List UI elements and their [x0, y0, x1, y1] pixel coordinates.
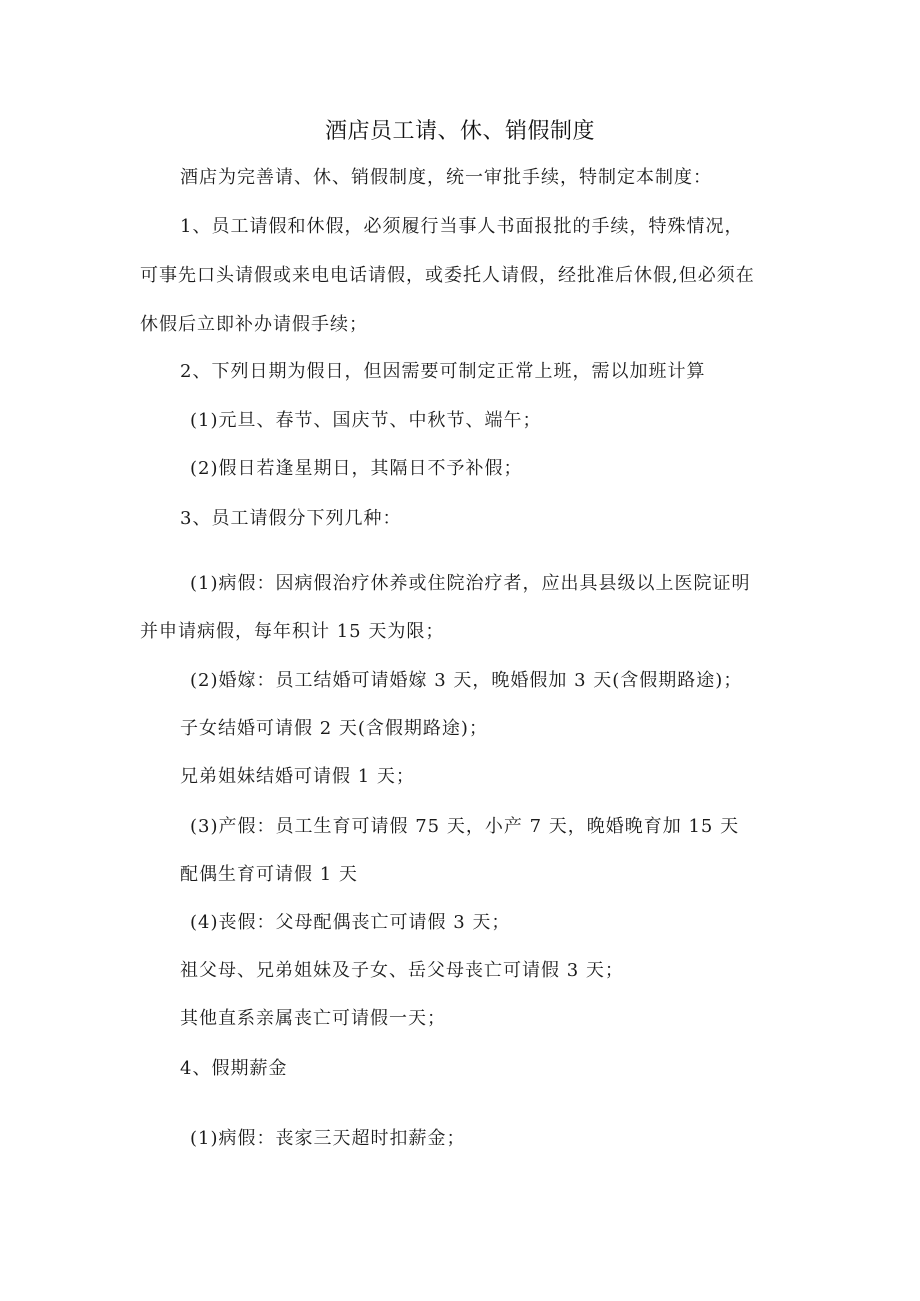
sick-leave-line-2: 并申请病假，每年积计 15 天为限； [140, 621, 445, 642]
clause-2-heading: 2、下列日期为假日，但因需要可制定正常上班，需以加班计算 [180, 361, 706, 382]
clause-4-item-1: (1)病假：丧家三天超时扣薪金； [190, 1128, 466, 1149]
sick-leave-line-1: (1)病假：因病假治疗休养或住院治疗者，应出具县级以上医院证明 [190, 573, 751, 594]
intro-paragraph: 酒店为完善请、休、销假制度，统一审批手续，特制定本制度： [180, 167, 712, 188]
marriage-leave-line-3: 兄弟姐妹结婚可请假 1 天； [180, 766, 415, 787]
clause-1-line-3: 休假后立即补办请假手续； [140, 314, 368, 335]
clause-1-line-1: 1、员工请假和休假，必须履行当事人书面报批的手续，特殊情况， [180, 216, 744, 237]
clause-2-item-2: (2)假日若逢星期日，其隔日不予补假； [190, 458, 523, 479]
clause-2-item-1: (1)元旦、春节、国庆节、中秋节、端午； [190, 410, 542, 431]
document-title: 酒店员工请、休、销假制度 [324, 119, 595, 144]
clause-3-heading: 3、员工请假分下列几种： [180, 508, 402, 529]
marriage-leave-line-1: (2)婚嫁：员工结婚可请婚嫁 3 天，晚婚假加 3 天(含假期路途)； [190, 670, 743, 691]
maternity-leave-line-2: 配偶生育可请假 1 天 [180, 864, 358, 885]
bereavement-leave-line-3: 其他直系亲属丧亡可请假一天； [180, 1008, 446, 1029]
bereavement-leave-line-1: (4)丧假：父母配偶丧亡可请假 3 天； [190, 912, 511, 933]
bereavement-leave-line-2: 祖父母、兄弟姐妹及子女、岳父母丧亡可请假 3 天； [180, 960, 624, 981]
clause-1-line-2: 可事先口头请假或来电电话请假，或委托人请假，经批准后休假,但必须在 [140, 265, 755, 286]
clause-4-heading: 4、假期薪金 [180, 1058, 288, 1079]
maternity-leave-line-1: (3)产假：员工生育可请假 75 天，小产 7 天，晚婚晚育加 15 天 [190, 816, 740, 837]
marriage-leave-line-2: 子女结婚可请假 2 天(含假期路途)； [180, 718, 488, 739]
